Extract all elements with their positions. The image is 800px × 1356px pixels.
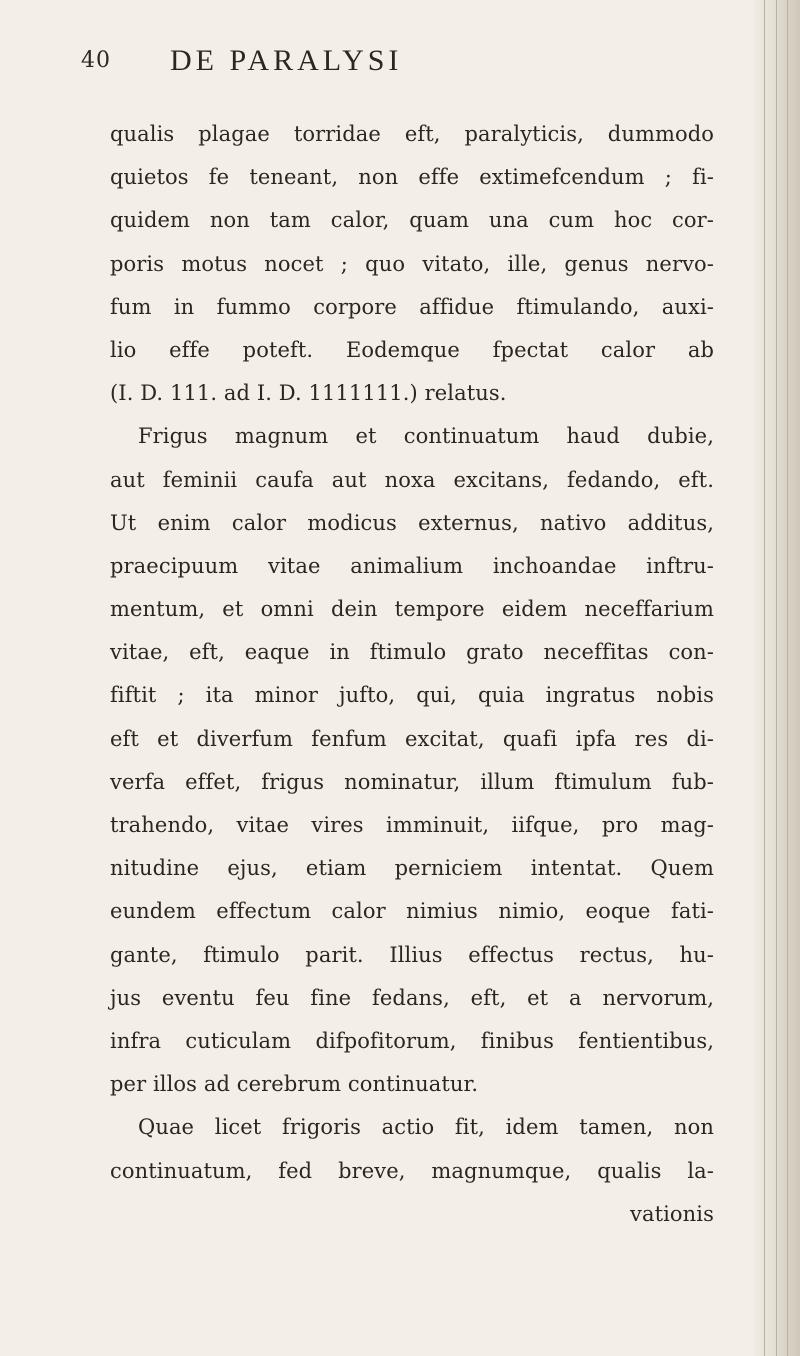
text-line: nitudine ejus, etiam perniciem intentat. Quem (110, 856, 714, 881)
text-line: vitae, eft, eaque in ftimulo grato neceffitas con- (110, 640, 714, 665)
text-line: praecipuum vitae animalium inchoandae inftru- (110, 553, 714, 578)
catchword: vationis (629, 1201, 714, 1226)
text-line: eundem effectum calor nimius nimio, eoque fati- (110, 899, 714, 924)
text-line: mentum, et omni dein tempore eidem neceffarium (110, 597, 714, 622)
text-line: verfa effet, frigus nominatur, illum ftimulum fub- (110, 769, 714, 794)
text-line: fum in fummo corpore affidue ftimulando, auxi- (110, 294, 714, 319)
text-line: eft et diverfum fenfum excitat, quafi ipfa res di- (110, 726, 714, 751)
running-title: DE PARALYSI (170, 44, 403, 77)
text-line: (I. D. 111. ad I. D. 1111111.) relatus. (110, 381, 507, 406)
text-line: Frigus magnum et continuatum haud dubie, (138, 424, 714, 449)
page-number: 40 (81, 48, 111, 73)
text-line: trahendo, vitae vires imminuit, iifque, pro mag- (110, 813, 714, 837)
text-line: quietos fe teneant, non effe extimefcendum ; fi- (110, 165, 714, 190)
text-line: aut feminii caufa aut noxa excitans, fedando, eft. (110, 467, 714, 492)
text-line: Quae licet frigoris actio fit, idem tamen, non (138, 1115, 714, 1140)
text-line: quidem non tam calor, quam una cum hoc cor- (110, 208, 714, 233)
text-line: qualis plagae torridae eft, paralyticis, dummodo (110, 122, 714, 146)
text-line: jus eventu feu fine fedans, eft, et a nervorum, (110, 985, 714, 1010)
text-line: continuatum, fed breve, magnumque, qualis la- (110, 1158, 714, 1183)
text-line: lio effe poteft. Eodemque fpectat calor ab (110, 337, 714, 362)
text-line: Ut enim calor modicus externus, nativo additus, (110, 510, 714, 535)
body-text (110, 113, 714, 1236)
text-line: poris motus nocet ; quo vitato, ille, genus nervo- (110, 251, 714, 276)
page-header (0, 44, 800, 94)
text-line: fiftit ; ita minor jufto, qui, quia ingratus nobis (110, 683, 714, 708)
page-edge (754, 0, 800, 1356)
text-line: per illos ad cerebrum continuatur. (110, 1072, 479, 1097)
text-line: gante, ftimulo parit. Illius effectus rectus, hu- (110, 942, 714, 967)
text-line: infra cuticulam difpofitorum, finibus fentientibus, (110, 1028, 714, 1053)
